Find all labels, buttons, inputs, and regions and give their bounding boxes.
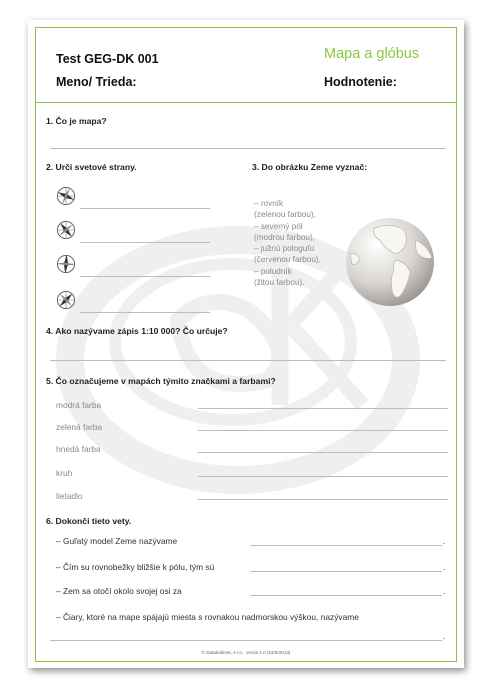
sentence-end: . xyxy=(443,536,446,546)
sentence-end: . xyxy=(443,586,446,596)
answer-line[interactable] xyxy=(198,408,448,409)
sentence-prompt: – Zem sa otočí okolo svojej osi za xyxy=(56,586,182,596)
answer-line[interactable] xyxy=(198,499,448,500)
map-symbol-label: modrá farba xyxy=(56,400,102,410)
legend-term: – severný pól xyxy=(254,221,303,231)
compass-rose-icon xyxy=(56,254,76,274)
sentence-prompt: – Čiary, ktoré na mape spájajú miesta s rovnakou nadmorskou výškou, nazývame xyxy=(56,612,359,622)
question-1: 1. Čo je mapa? xyxy=(46,116,107,126)
test-id: Test GEG-DK 001 xyxy=(56,52,159,66)
legend-color: (zelenou farbou), xyxy=(254,210,316,220)
map-symbol-label: kruh xyxy=(56,468,73,478)
legend-term: – poludník xyxy=(254,266,292,276)
compass-rose-icon xyxy=(56,186,76,206)
question-5: 5. Čo označujeme v mapách týmito značkami a farbami? xyxy=(46,376,276,386)
answer-line[interactable] xyxy=(50,360,446,361)
map-symbol-label: zelená farba xyxy=(56,422,103,432)
map-symbol-label: hnedá farba xyxy=(56,444,101,454)
footer-copyright: © Datakabinet, s.r.o., verzia 1.0 (24/9/2013) xyxy=(201,650,291,655)
sentence-end: . xyxy=(443,562,446,572)
header-divider xyxy=(35,102,456,103)
legend-color: (červenou farbou), xyxy=(254,255,321,265)
answer-line[interactable] xyxy=(198,452,448,453)
question-4: 4. Ako nazývame zápis 1:10 000? Čo určuje? xyxy=(46,326,228,336)
name-class-label: Meno/ Trieda: xyxy=(56,75,137,89)
answer-line[interactable] xyxy=(250,545,442,546)
question-6: 6. Dokonči tieto vety. xyxy=(46,516,132,526)
answer-line[interactable] xyxy=(198,430,448,431)
compass-rose-icon xyxy=(56,220,76,240)
legend-term: – rovník xyxy=(254,199,284,208)
globe-legend xyxy=(254,198,350,288)
globe-icon[interactable] xyxy=(344,216,436,308)
answer-line[interactable] xyxy=(250,571,442,572)
sentence-end: . xyxy=(443,631,446,641)
answer-line[interactable] xyxy=(50,148,446,149)
grade-label: Hodnotenie: xyxy=(324,75,397,89)
map-symbol-label: lietadlo xyxy=(56,491,83,501)
answer-line[interactable] xyxy=(80,208,210,209)
compass-rose-icon xyxy=(56,290,76,310)
question-3: 3. Do obrázku Zeme vyznač: xyxy=(252,162,368,172)
page-title: Mapa a glóbus xyxy=(324,46,420,62)
worksheet-page xyxy=(28,20,464,668)
answer-line[interactable] xyxy=(198,476,448,477)
answer-line[interactable] xyxy=(50,640,442,641)
sentence-prompt: – Čím su rovnobežky bližšie k pólu, tým sú xyxy=(56,562,215,572)
sentence-prompt: – Guľatý model Zeme nazývame xyxy=(56,536,178,546)
legend-color: (modrou farbou), xyxy=(254,232,315,242)
answer-line[interactable] xyxy=(80,276,210,277)
answer-line[interactable] xyxy=(250,595,442,596)
question-2: 2. Urči svetové strany. xyxy=(46,162,137,172)
legend-term: – južnú pologuľu xyxy=(254,244,315,254)
answer-line[interactable] xyxy=(80,312,210,313)
legend-color: (žltou farbou). xyxy=(254,278,305,288)
answer-line[interactable] xyxy=(80,242,210,243)
